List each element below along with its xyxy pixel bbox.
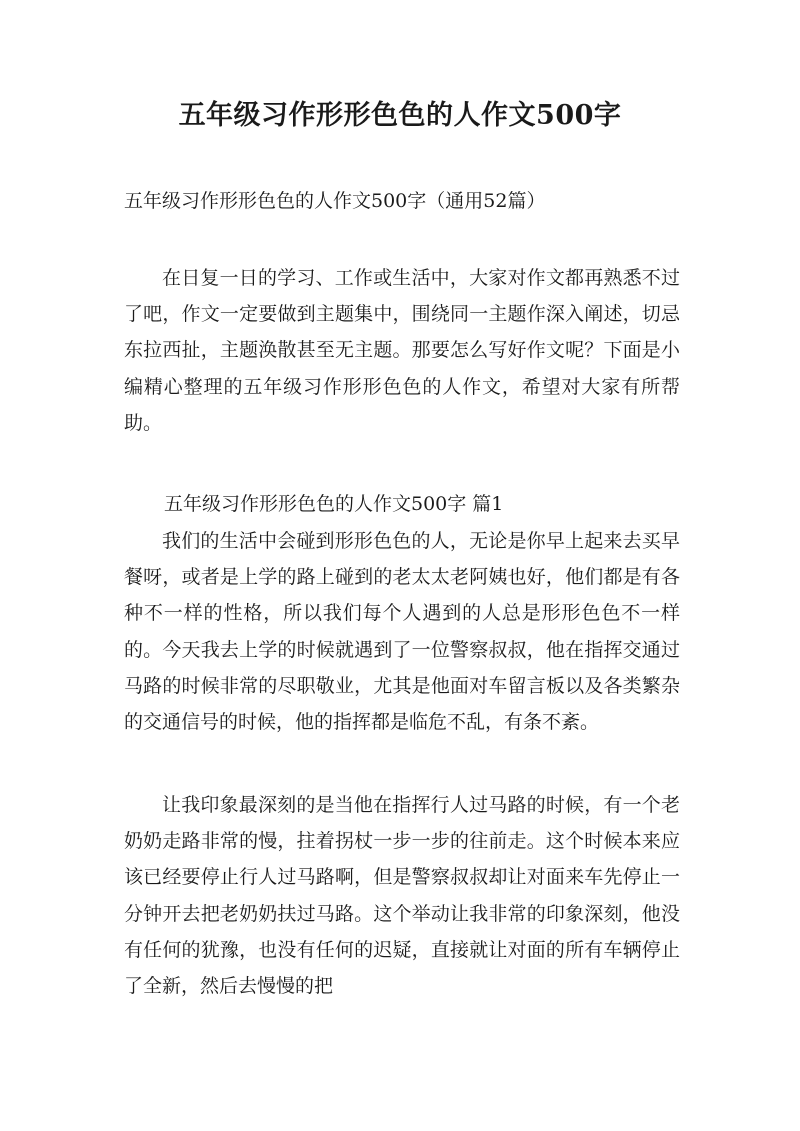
section-heading: 五年级习作形形色色的人作文500字 篇1 — [164, 493, 504, 515]
document-title: 五年级习作形形色色的人作文500字 — [178, 100, 622, 131]
body-paragraph: 让我印象最深刻的是当他在指挥行人过马路的时候，有一个老奶奶走路非常的慢，拄着拐杖一步一步的往前走。这个时候本来应该已经要停止行人过马路啊，但是警察叔叔却让对面来车先停止一分钟开去把老奶奶扶过马路。这个举动让我非常的印象深刻，他没有任何的犹豫，也没有任何的迟疑，直接就让对面的所有车辆停止了全新，然后去慢慢的把 — [124, 794, 680, 998]
intro-paragraph: 在日复一日的学习、工作或生活中，大家对作文都再熟悉不过了吧，作文一定要做到主题集中，围绕同一主题作深入阐述，切忌东拉西扯，主题涣散甚至无主题。那要怎么写好作文呢？下面是小编精心整理的五年级习作形形色色的人作文，希望对大家有所帮助。 — [124, 267, 680, 434]
document-subtitle: 五年级习作形形色色的人作文500字（通用52篇） — [124, 190, 546, 212]
body-paragraph: 我们的生活中会碰到形形色色的人，无论是你早上起来去买早餐呀，或者是上学的路上碰到的老太太老阿姨也好，他们都是有各种不一样的性格，所以我们每个人遇到的人总是形形色色不一样的。今天我去上学的时候就遇到了一位警察叔叔，他在指挥交通过马路的时候非常的尽职敬业，尤其是他面对车留言板以及各类繁杂的交通信号的时候，他的指挥都是临危不乱，有条不紊。 — [124, 530, 680, 734]
